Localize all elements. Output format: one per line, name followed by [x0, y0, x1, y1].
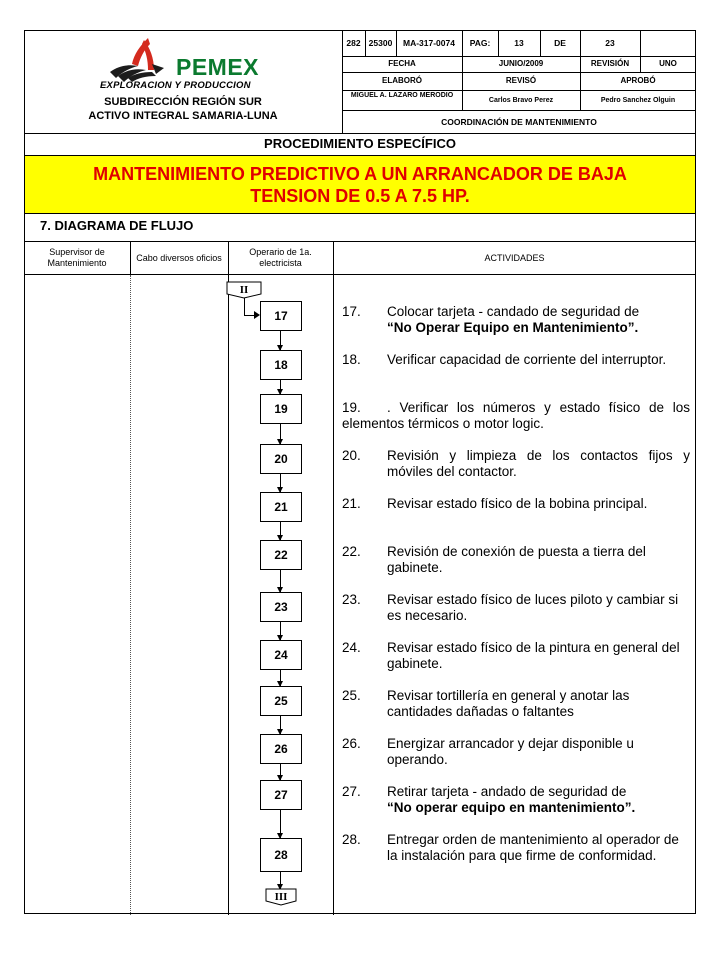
activity-text: Revisar estado físico de luces piloto y cambiar si es necesario. — [387, 592, 679, 623]
activity-text: Retirar tarjeta - andado de seguridad de — [387, 784, 627, 799]
activity-item — [342, 784, 690, 816]
pemex-brand: PEMEX — [176, 54, 260, 80]
flow-step-24: 24 — [260, 640, 302, 670]
reviewed-label: REVISÓ — [505, 76, 537, 85]
flow-arrow — [280, 570, 281, 592]
activity-item — [342, 736, 690, 768]
pemex-tagline: EXPLORACION Y PRODUCCION — [100, 80, 251, 91]
column-divider — [130, 241, 131, 274]
code-field-1: 282 — [346, 37, 361, 48]
column-activities: ACTIVIDADES — [484, 252, 545, 263]
flow-arrow — [280, 522, 281, 540]
page-number: 13 — [514, 37, 524, 48]
activity-number: 26. — [342, 736, 361, 751]
code-empty — [640, 30, 696, 56]
activity-text: Revisar estado físico de la pintura en general del gabinete. — [387, 640, 680, 671]
activity-text: Colocar tarjeta - candado de seguridad de — [387, 304, 640, 319]
date-label: FECHA — [388, 59, 416, 68]
flow-line — [244, 298, 245, 315]
activity-text: Entregar orden de mantenimiento al operador de la instalación para que firme de conformidad. — [387, 832, 679, 863]
flow-step-28: 28 — [260, 838, 302, 872]
flow-step-23: 23 — [260, 592, 302, 622]
activity-number: 23. — [342, 592, 361, 607]
flow-arrow — [280, 474, 281, 492]
svg-text:II: II — [239, 284, 249, 296]
column-divider — [333, 241, 334, 274]
activity-text: . Verificar los números y estado físico de los elementos térmicos o motor logic. — [342, 400, 690, 431]
activity-text: Revisar tortillería en general y anotar las cantidades dañadas o faltantes — [387, 688, 630, 719]
activity-item — [342, 400, 690, 432]
activity-item — [342, 544, 690, 576]
activity-text: Revisión de conexión de puesta a tierra del gabinete. — [387, 544, 646, 575]
activity-text: Verificar capacidad de corriente del interruptor. — [387, 352, 667, 367]
flow-arrow — [280, 764, 281, 780]
off-page-connector-start — [226, 281, 262, 299]
flow-arrow — [280, 622, 281, 640]
activity-number: 24. — [342, 640, 361, 655]
title-line-1: MANTENIMIENTO PREDICTIVO A UN ARRANCADOR DE BAJA — [93, 163, 627, 184]
activity-item — [342, 592, 690, 624]
activity-item — [342, 304, 690, 336]
column-operator: Operario de 1a. electricista — [249, 247, 312, 268]
organization-line-1: SUBDIRECCIÓN REGIÓN SUR — [104, 96, 262, 108]
off-page-connector-end — [265, 888, 297, 906]
flow-arrow — [280, 424, 281, 444]
table-rule — [24, 241, 696, 242]
column-divider — [228, 241, 229, 274]
activity-item — [342, 688, 690, 720]
table-rule — [24, 274, 696, 275]
activity-number: 18. — [342, 352, 361, 367]
flow-step-26: 26 — [260, 734, 302, 764]
flow-step-27: 27 — [260, 780, 302, 810]
title-banner — [25, 155, 695, 214]
activity-number: 28. — [342, 832, 361, 847]
revision-value: UNO — [659, 59, 677, 68]
activity-text: Revisar estado físico de la bobina principal. — [387, 496, 648, 511]
flow-step-22: 22 — [260, 540, 302, 570]
column-divider — [130, 275, 131, 915]
flow-arrow — [280, 810, 281, 838]
flow-arrow — [280, 670, 281, 686]
section-title: 7. DIAGRAMA DE FLUJO — [40, 218, 194, 233]
column-divider — [333, 275, 334, 915]
title-line-2: TENSION DE 0.5 A 7.5 HP. — [250, 185, 470, 206]
of-label: DE — [554, 37, 566, 48]
page-label: PAG: — [469, 37, 491, 48]
approved-by: Pedro Sanchez Olguin — [600, 96, 676, 104]
flow-step-21: 21 — [260, 492, 302, 522]
column-supervisor: Supervisor de Mantenimiento — [47, 247, 107, 268]
activity-item — [342, 496, 690, 512]
flow-step-19: 19 — [260, 394, 302, 424]
column-crew-chief: Cabo diversos oficios — [136, 252, 222, 263]
pemex-eagle-logo-icon — [104, 36, 176, 82]
date-value: JUNIO/2009 — [498, 59, 544, 68]
activity-text: Energizar arrancador y dejar disponible u operando. — [387, 736, 634, 767]
department: COORDINACIÓN DE MANTENIMIENTO — [441, 116, 597, 127]
activity-item — [342, 832, 690, 864]
activity-number: 21. — [342, 496, 361, 511]
flow-arrow — [280, 716, 281, 734]
flow-step-25: 25 — [260, 686, 302, 716]
activity-number: 27. — [342, 784, 361, 799]
activity-text: Revisión y limpieza de los contactos fijos y móviles del contactor. — [387, 448, 690, 479]
activity-number: 25. — [342, 688, 361, 703]
flow-step-18: 18 — [260, 350, 302, 380]
activity-text-bold: “No operar equipo en mantenimiento”. — [387, 800, 636, 815]
flow-step-20: 20 — [260, 444, 302, 474]
approved-label: APROBÓ — [620, 76, 656, 85]
activity-item — [342, 640, 690, 672]
activity-item — [342, 352, 690, 368]
code-field-2: 25300 — [368, 37, 393, 48]
manual-code: MA-317-0074 — [403, 37, 455, 48]
prepared-label: ELABORÓ — [382, 76, 422, 85]
column-divider — [228, 275, 229, 915]
activity-number: 19. — [342, 400, 361, 415]
procedure-type: PROCEDIMIENTO ESPECÍFICO — [264, 136, 456, 151]
activity-number: 20. — [342, 448, 361, 463]
svg-text:III: III — [274, 891, 288, 903]
reviewed-by: Carlos Bravo Perez — [488, 96, 554, 104]
activity-item — [342, 448, 690, 480]
activity-number: 22. — [342, 544, 361, 559]
revision-label: REVISIÓN — [590, 59, 630, 68]
prepared-by: MIGUEL A. LAZARO MERODIO — [350, 92, 454, 99]
flow-arrow — [280, 331, 281, 350]
flow-step-17: 17 — [260, 301, 302, 331]
activity-text-bold: “No Operar Equipo en Mantenimiento”. — [387, 320, 639, 335]
total-pages: 23 — [605, 37, 615, 48]
flow-arrow — [280, 380, 281, 394]
flow-arrow — [280, 872, 281, 889]
activity-number: 17. — [342, 304, 361, 319]
organization-line-2: ACTIVO INTEGRAL SAMARIA-LUNA — [88, 110, 278, 122]
